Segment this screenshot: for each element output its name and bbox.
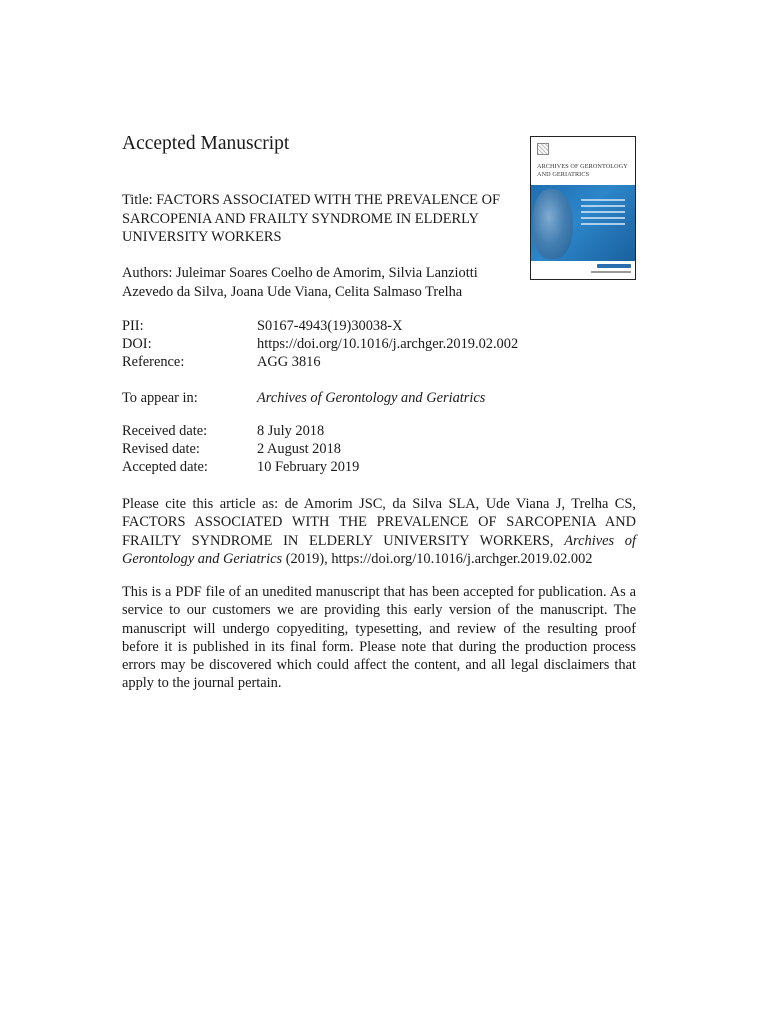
appear-in-label: To appear in: [122,390,198,406]
journal-cover-image [530,136,636,280]
accepted-date-value: 10 February 2019 [257,459,360,475]
cover-header [531,137,635,185]
cover-footer [531,261,635,279]
article-title: Title: FACTORS ASSOCIATED WITH THE PREVALENCE OF SARCOPENIA AND FRAILTY SYNDROME IN ELDERLY UNIVERSITY WORKERS [122,192,500,245]
appear-in-journal: Archives of Gerontology and Geriatrics [257,390,486,406]
article-authors: Authors: Juleimar Soares Coelho de Amorim, Silvia Lanziotti Azevedo da Silva, Joana Ude Viana, Celita Salmaso Trelha [122,265,478,300]
revised-date-value: 2 August 2018 [257,441,341,457]
cover-artwork [531,185,635,263]
citation-paragraph: Please cite this article as: de Amorim JSC, da Silva SLA, Ude Viana J, Trelha CS, FACTORS ASSOCIATED WITH THE PREVALENCE OF SARCOPENIA AND FRAILTY SYNDROME IN ELDERLY UNIVERSITY WORKERS, Archives of Gerontology and Geriatrics (2019), https://doi.org/10.1016/j.archger.2019.02.002 [122,496,636,567]
manuscript-notice-paragraph: This is a PDF file of an unedited manuscript that has been accepted for publication. As a service to our customers we are providing this early version of the manuscript. The manuscript will undergo copyediting, typesetting, and review of the resulting proof before it is published in its final form. Please note that during the production process errors may be discovered which could affect the content, and all legal disclaimers that apply to the journal pertain. [122,584,636,692]
doi-label: DOI: [122,336,152,352]
pii-value: S0167-4943(19)30038-X [257,318,403,334]
accepted-date-label: Accepted date: [122,459,208,475]
publisher-logo-icon [537,143,549,155]
page-title: Accepted Manuscript [122,133,290,154]
reference-label: Reference: [122,354,185,370]
cover-footer-line [591,271,631,273]
doi-link[interactable]: https://doi.org/10.1016/j.archger.2019.02.002 [257,336,519,352]
reference-value: AGG 3816 [257,354,321,370]
cover-journal-name: ARCHIVES OF GERONTOLOGY AND GERIATRICS [537,163,628,178]
revised-date-label: Revised date: [122,441,200,457]
sciencedirect-logo-icon [597,264,631,268]
citation-journal: Archives of Gerontology and Geriatrics [122,532,636,567]
received-date-value: 8 July 2018 [257,423,325,439]
cover-text-lines [581,199,625,229]
cover-portrait-icon [533,189,573,259]
pii-label: PII: [122,318,144,334]
received-date-label: Received date: [122,423,208,439]
